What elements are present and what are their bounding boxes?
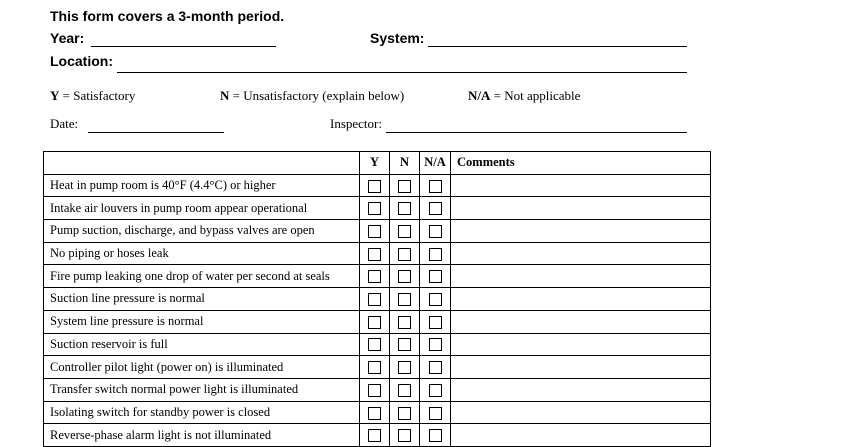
comments-field[interactable] (451, 242, 711, 265)
y-column-header: Y (360, 152, 390, 175)
n-checkbox-cell (390, 265, 420, 288)
comments-field[interactable] (451, 378, 711, 401)
date-label: Date: (50, 116, 79, 131)
y-checkbox[interactable] (368, 361, 381, 374)
y-checkbox[interactable] (368, 338, 381, 351)
n-checkbox-cell (390, 424, 420, 447)
y-checkbox[interactable] (368, 270, 381, 283)
na-checkbox-cell (420, 265, 451, 288)
y-checkbox[interactable] (368, 225, 381, 238)
system-label: System: (370, 30, 425, 46)
comments-column-header: Comments (451, 152, 711, 175)
y-checkbox-cell (360, 356, 390, 379)
legend-not-applicable (468, 88, 580, 104)
table-row (44, 265, 711, 288)
na-checkbox-cell (420, 378, 451, 401)
table-header-row (44, 152, 711, 175)
y-checkbox-cell (360, 310, 390, 333)
checklist-item-label: Controller pilot light (power on) is illuminated (44, 356, 360, 379)
comments-field[interactable] (451, 288, 711, 311)
na-checkbox[interactable] (429, 384, 442, 397)
n-checkbox-cell (390, 242, 420, 265)
n-checkbox-cell (390, 220, 420, 243)
na-checkbox[interactable] (429, 202, 442, 215)
n-checkbox-cell (390, 197, 420, 220)
n-checkbox[interactable] (398, 293, 411, 306)
checklist-item-label: Transfer switch normal power light is illuminated (44, 378, 360, 401)
checklist-item-label: Heat in pump room is 40°F (4.4°C) or higher (44, 174, 360, 197)
y-checkbox-cell (360, 401, 390, 424)
item-column-header (44, 152, 360, 175)
n-checkbox[interactable] (398, 180, 411, 193)
y-checkbox[interactable] (368, 429, 381, 442)
na-checkbox-cell (420, 174, 451, 197)
comments-field[interactable] (451, 265, 711, 288)
table-row (44, 333, 711, 356)
na-checkbox[interactable] (429, 225, 442, 238)
na-column-header: N/A (420, 152, 451, 175)
table-row (44, 220, 711, 243)
checklist-item-label: System line pressure is normal (44, 310, 360, 333)
comments-field[interactable] (451, 333, 711, 356)
na-checkbox-cell (420, 242, 451, 265)
comments-field[interactable] (451, 197, 711, 220)
n-checkbox-cell (390, 333, 420, 356)
inspector-field[interactable] (386, 132, 687, 133)
na-checkbox[interactable] (429, 338, 442, 351)
n-checkbox-cell (390, 356, 420, 379)
date-field[interactable] (88, 132, 224, 133)
checklist-item-label: Fire pump leaking one drop of water per second at seals (44, 265, 360, 288)
y-checkbox-cell (360, 220, 390, 243)
checklist-item-label: Suction line pressure is normal (44, 288, 360, 311)
y-checkbox-cell (360, 174, 390, 197)
y-checkbox[interactable] (368, 407, 381, 420)
checklist-item-label: Isolating switch for standby power is closed (44, 401, 360, 424)
n-checkbox[interactable] (398, 248, 411, 261)
n-checkbox-cell (390, 401, 420, 424)
na-checkbox[interactable] (429, 180, 442, 193)
legend-y-text: = Satisfactory (59, 88, 136, 103)
n-checkbox[interactable] (398, 225, 411, 238)
year-label: Year: (50, 30, 85, 46)
comments-field[interactable] (451, 220, 711, 243)
n-checkbox[interactable] (398, 338, 411, 351)
year-field[interactable] (91, 46, 276, 47)
comments-field[interactable] (451, 401, 711, 424)
y-checkbox-cell (360, 197, 390, 220)
inspection-checklist-table (43, 151, 711, 447)
na-checkbox[interactable] (429, 361, 442, 374)
n-checkbox-cell (390, 378, 420, 401)
table-row (44, 424, 711, 447)
na-checkbox[interactable] (429, 248, 442, 261)
y-checkbox-cell (360, 265, 390, 288)
n-checkbox-cell (390, 174, 420, 197)
comments-field[interactable] (451, 356, 711, 379)
table-row (44, 310, 711, 333)
location-field[interactable] (117, 72, 687, 73)
n-checkbox[interactable] (398, 202, 411, 215)
na-checkbox-cell (420, 424, 451, 447)
na-checkbox[interactable] (429, 270, 442, 283)
comments-field[interactable] (451, 174, 711, 197)
legend-unsatisfactory (220, 88, 404, 104)
n-checkbox-cell (390, 288, 420, 311)
system-field[interactable] (428, 46, 687, 47)
table-row (44, 197, 711, 220)
legend-y-key: Y (50, 88, 60, 103)
n-checkbox[interactable] (398, 270, 411, 283)
n-checkbox[interactable] (398, 429, 411, 442)
comments-field[interactable] (451, 310, 711, 333)
legend-n-key: N (220, 88, 230, 103)
checklist-item-label: Pump suction, discharge, and bypass valves are open (44, 220, 360, 243)
n-checkbox[interactable] (398, 316, 411, 329)
y-checkbox[interactable] (368, 180, 381, 193)
na-checkbox-cell (420, 310, 451, 333)
table-row (44, 378, 711, 401)
table-row (44, 401, 711, 424)
table-row (44, 288, 711, 311)
na-checkbox-cell (420, 197, 451, 220)
na-checkbox-cell (420, 288, 451, 311)
inspector-label: Inspector: (330, 116, 382, 131)
na-checkbox-cell (420, 356, 451, 379)
n-checkbox[interactable] (398, 384, 411, 397)
y-checkbox[interactable] (368, 384, 381, 397)
checklist-item-label: Suction reservoir is full (44, 333, 360, 356)
comments-field[interactable] (451, 424, 711, 447)
na-checkbox[interactable] (429, 316, 442, 329)
table-row (44, 174, 711, 197)
na-checkbox-cell (420, 333, 451, 356)
n-column-header: N (390, 152, 420, 175)
y-checkbox-cell (360, 378, 390, 401)
legend-na-text: = Not applicable (490, 88, 581, 103)
na-checkbox[interactable] (429, 293, 442, 306)
period-note: This form covers a 3-month period. (50, 8, 285, 24)
y-checkbox-cell (360, 288, 390, 311)
checklist-item-label: Reverse-phase alarm light is not illuminated (44, 424, 360, 447)
location-label: Location: (50, 53, 113, 69)
checklist-item-label: Intake air louvers in pump room appear operational (44, 197, 360, 220)
n-checkbox[interactable] (398, 361, 411, 374)
na-checkbox[interactable] (429, 407, 442, 420)
table-row (44, 356, 711, 379)
y-checkbox[interactable] (368, 202, 381, 215)
checklist-body (44, 174, 711, 446)
na-checkbox[interactable] (429, 429, 442, 442)
y-checkbox-cell (360, 424, 390, 447)
na-checkbox-cell (420, 220, 451, 243)
table-row (44, 242, 711, 265)
checklist-item-label: No piping or hoses leak (44, 242, 360, 265)
y-checkbox-cell (360, 333, 390, 356)
n-checkbox[interactable] (398, 407, 411, 420)
na-checkbox-cell (420, 401, 451, 424)
legend-na-key: N/A (468, 88, 491, 103)
y-checkbox[interactable] (368, 316, 381, 329)
n-checkbox-cell (390, 310, 420, 333)
y-checkbox[interactable] (368, 248, 381, 261)
legend-satisfactory (50, 88, 135, 104)
y-checkbox[interactable] (368, 293, 381, 306)
y-checkbox-cell (360, 242, 390, 265)
legend-n-text: = Unsatisfactory (explain below) (229, 88, 405, 103)
